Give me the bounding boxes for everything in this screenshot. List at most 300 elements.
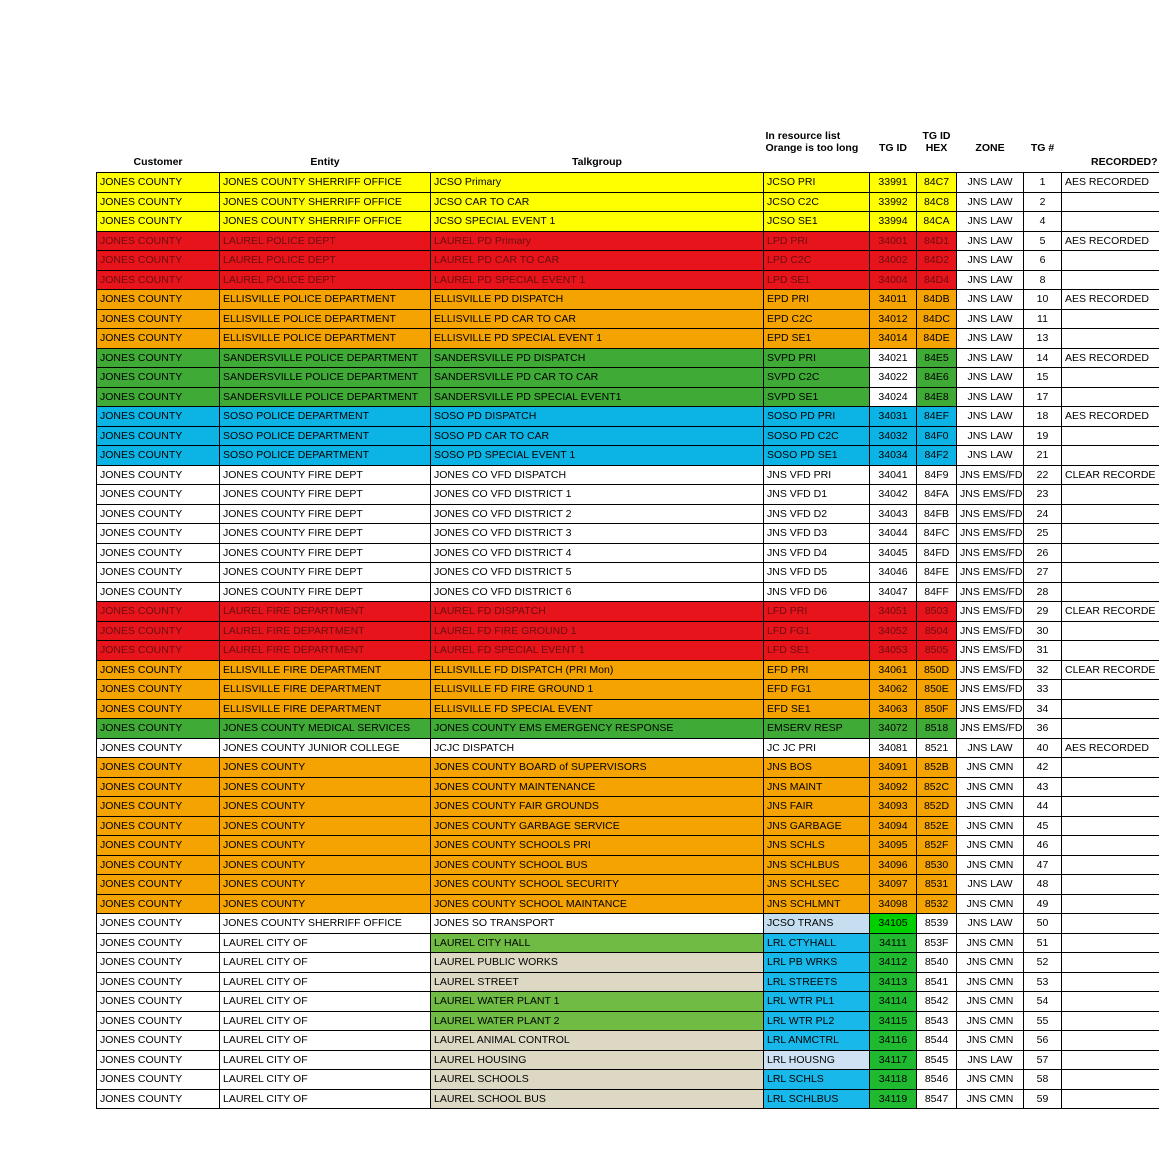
cell-resource-name: JNS SCHLBUS xyxy=(764,855,870,875)
table-row xyxy=(97,914,1159,934)
cell-zone: JNS CMN xyxy=(957,836,1024,856)
cell-zone: JNS EMS/FD xyxy=(957,641,1024,661)
cell-tg-id-hex: 84F2 xyxy=(917,446,957,466)
cell-tg-id: 34052 xyxy=(870,621,917,641)
cell-tg-id-hex: 8542 xyxy=(917,992,957,1012)
cell-tg-number: 48 xyxy=(1024,875,1062,895)
cell-resource-name: LRL PB WRKS xyxy=(764,953,870,973)
table-row xyxy=(97,738,1159,758)
spacer-cell-4 xyxy=(1062,110,1159,155)
cell-recorded xyxy=(1062,309,1159,329)
cell-tg-number: 24 xyxy=(1024,504,1062,524)
cell-tg-id: 33992 xyxy=(870,192,917,212)
cell-tg-id: 33994 xyxy=(870,212,917,232)
table-row xyxy=(97,992,1159,1012)
cell-tg-number: 28 xyxy=(1024,582,1062,602)
cell-tg-id: 34118 xyxy=(870,1070,917,1090)
header-entity: Entity xyxy=(310,156,340,168)
cell-tg-id: 34081 xyxy=(870,738,917,758)
table-row xyxy=(97,621,1159,641)
cell-tg-id-hex: 850D xyxy=(917,660,957,680)
cell-talkgroup: ELLISVILLE FD FIRE GROUND 1 xyxy=(431,680,764,700)
cell-entity: JONES COUNTY xyxy=(220,797,431,817)
cell-entity: JONES COUNTY FIRE DEPT xyxy=(220,524,431,544)
cell-recorded xyxy=(1062,212,1159,232)
cell-zone: JNS EMS/FD xyxy=(957,621,1024,641)
cell-entity: LAUREL CITY OF xyxy=(220,953,431,973)
cell-tg-id: 34113 xyxy=(870,972,917,992)
cell-tg-id-hex: 8504 xyxy=(917,621,957,641)
cell-customer: JONES COUNTY xyxy=(97,816,220,836)
cell-tg-id-hex: 84EF xyxy=(917,407,957,427)
cell-talkgroup: JCJC DISPATCH xyxy=(431,738,764,758)
cell-zone: JNS LAW xyxy=(957,426,1024,446)
cell-tg-id-hex: 84FE xyxy=(917,563,957,583)
cell-zone: JNS LAW xyxy=(957,348,1024,368)
cell-tg-id-hex: 84C7 xyxy=(917,173,957,193)
cell-tg-id-hex: 8521 xyxy=(917,738,957,758)
cell-talkgroup: LAUREL ANIMAL CONTROL xyxy=(431,1031,764,1051)
cell-resource-name: LRL CTYHALL xyxy=(764,933,870,953)
cell-customer: JONES COUNTY xyxy=(97,719,220,739)
cell-tg-number: 23 xyxy=(1024,485,1062,505)
cell-entity: JONES COUNTY JUNIOR COLLEGE xyxy=(220,738,431,758)
cell-customer: JONES COUNTY xyxy=(97,543,220,563)
cell-tg-number: 31 xyxy=(1024,641,1062,661)
cell-zone: JNS CMN xyxy=(957,953,1024,973)
cell-entity: SANDERSVILLE POLICE DEPARTMENT xyxy=(220,348,431,368)
cell-resource-name: LRL WTR PL2 xyxy=(764,1011,870,1031)
cell-customer: JONES COUNTY xyxy=(97,348,220,368)
cell-talkgroup: LAUREL SCHOOL BUS xyxy=(431,1089,764,1109)
cell-zone: JNS EMS/FD xyxy=(957,719,1024,739)
cell-tg-id-hex: 84CA xyxy=(917,212,957,232)
cell-talkgroup: ELLISVILLE PD DISPATCH xyxy=(431,290,764,310)
cell-tg-id-hex: 8503 xyxy=(917,602,957,622)
cell-resource-name: JNS SCHLS xyxy=(764,836,870,856)
cell-recorded xyxy=(1062,543,1159,563)
cell-customer: JONES COUNTY xyxy=(97,290,220,310)
table-row xyxy=(97,173,1159,193)
cell-recorded xyxy=(1062,387,1159,407)
cell-talkgroup: LAUREL PUBLIC WORKS xyxy=(431,953,764,973)
cell-tg-number: 51 xyxy=(1024,933,1062,953)
cell-recorded xyxy=(1062,875,1159,895)
cell-tg-number: 6 xyxy=(1024,251,1062,271)
table-row xyxy=(97,582,1159,602)
cell-entity: JONES COUNTY FIRE DEPT xyxy=(220,563,431,583)
cell-resource-name: JNS VFD D6 xyxy=(764,582,870,602)
cell-entity: LAUREL CITY OF xyxy=(220,1050,431,1070)
cell-customer: JONES COUNTY xyxy=(97,1070,220,1090)
cell-tg-id: 34112 xyxy=(870,953,917,973)
cell-recorded xyxy=(1062,719,1159,739)
cell-recorded xyxy=(1062,953,1159,973)
table-row xyxy=(97,797,1159,817)
cell-zone: JNS CMN xyxy=(957,933,1024,953)
cell-customer: JONES COUNTY xyxy=(97,1050,220,1070)
cell-recorded xyxy=(1062,1070,1159,1090)
table-row xyxy=(97,1031,1159,1051)
cell-tg-id-hex: 8543 xyxy=(917,1011,957,1031)
cell-entity: JONES COUNTY xyxy=(220,855,431,875)
talkgroup-table xyxy=(96,110,1159,1109)
cell-customer: JONES COUNTY xyxy=(97,368,220,388)
cell-talkgroup: LAUREL SCHOOLS xyxy=(431,1070,764,1090)
cell-resource-name: JCSO SE1 xyxy=(764,212,870,232)
cell-entity: JONES COUNTY xyxy=(220,777,431,797)
cell-recorded xyxy=(1062,816,1159,836)
cell-tg-number: 45 xyxy=(1024,816,1062,836)
cell-resource-name: SVPD C2C xyxy=(764,368,870,388)
cell-recorded xyxy=(1062,855,1159,875)
cell-tg-number: 30 xyxy=(1024,621,1062,641)
cell-recorded xyxy=(1062,972,1159,992)
cell-customer: JONES COUNTY xyxy=(97,758,220,778)
cell-talkgroup: LAUREL CITY HALL xyxy=(431,933,764,953)
cell-recorded xyxy=(1062,426,1159,446)
cell-entity: ELLISVILLE FIRE DEPARTMENT xyxy=(220,699,431,719)
cell-tg-number: 55 xyxy=(1024,1011,1062,1031)
cell-tg-id-hex: 852D xyxy=(917,797,957,817)
cell-tg-id: 34062 xyxy=(870,680,917,700)
cell-recorded xyxy=(1062,1011,1159,1031)
cell-recorded xyxy=(1062,621,1159,641)
cell-recorded xyxy=(1062,699,1159,719)
cell-recorded: AES RECORDED xyxy=(1062,738,1159,758)
cell-tg-id: 34061 xyxy=(870,660,917,680)
table-row xyxy=(97,855,1159,875)
cell-entity: LAUREL CITY OF xyxy=(220,1089,431,1109)
cell-talkgroup: LAUREL WATER PLANT 1 xyxy=(431,992,764,1012)
table-row xyxy=(97,641,1159,661)
table-row xyxy=(97,329,1159,349)
cell-zone: JNS EMS/FD xyxy=(957,543,1024,563)
cell-tg-id-hex: 84F0 xyxy=(917,426,957,446)
cell-zone: JNS CMN xyxy=(957,992,1024,1012)
cell-recorded xyxy=(1062,446,1159,466)
table-header xyxy=(97,110,1159,173)
header-tg-id-hex-line1: TG ID xyxy=(922,129,951,142)
cell-talkgroup: LAUREL PD CAR TO CAR xyxy=(431,251,764,271)
table-row xyxy=(97,1011,1159,1031)
cell-talkgroup: ELLISVILLE FD DISPATCH (PRI Mon) xyxy=(431,660,764,680)
cell-resource-name: LRL SCHLS xyxy=(764,1070,870,1090)
cell-customer: JONES COUNTY xyxy=(97,699,220,719)
cell-tg-id: 34092 xyxy=(870,777,917,797)
cell-zone: JNS LAW xyxy=(957,875,1024,895)
table-row xyxy=(97,348,1159,368)
cell-tg-id-hex: 84FA xyxy=(917,485,957,505)
cell-tg-number: 47 xyxy=(1024,855,1062,875)
cell-recorded xyxy=(1062,680,1159,700)
table-row xyxy=(97,309,1159,329)
cell-tg-id-hex: 8531 xyxy=(917,875,957,895)
cell-tg-number: 43 xyxy=(1024,777,1062,797)
cell-entity: LAUREL CITY OF xyxy=(220,1070,431,1090)
cell-zone: JNS LAW xyxy=(957,290,1024,310)
cell-tg-id-hex: 850F xyxy=(917,699,957,719)
cell-tg-id: 34044 xyxy=(870,524,917,544)
cell-tg-id: 34004 xyxy=(870,270,917,290)
cell-tg-number: 56 xyxy=(1024,1031,1062,1051)
cell-zone: JNS EMS/FD xyxy=(957,680,1024,700)
cell-zone: JNS EMS/FD xyxy=(957,504,1024,524)
cell-talkgroup: ELLISVILLE PD CAR TO CAR xyxy=(431,309,764,329)
cell-entity: LAUREL CITY OF xyxy=(220,972,431,992)
cell-zone: JNS EMS/FD xyxy=(957,563,1024,583)
cell-resource-name: LFD SE1 xyxy=(764,641,870,661)
cell-recorded xyxy=(1062,524,1159,544)
cell-zone: JNS LAW xyxy=(957,192,1024,212)
cell-entity: SANDERSVILLE POLICE DEPARTMENT xyxy=(220,368,431,388)
cell-zone: JNS EMS/FD xyxy=(957,660,1024,680)
cell-recorded xyxy=(1062,933,1159,953)
cell-entity: JONES COUNTY FIRE DEPT xyxy=(220,582,431,602)
cell-tg-id: 34032 xyxy=(870,426,917,446)
cell-tg-id-hex: 852F xyxy=(917,836,957,856)
cell-recorded: CLEAR RECORDE xyxy=(1062,660,1159,680)
cell-customer: JONES COUNTY xyxy=(97,797,220,817)
header-tg-id: TG ID xyxy=(879,141,907,154)
cell-zone: JNS LAW xyxy=(957,738,1024,758)
cell-tg-id: 34115 xyxy=(870,1011,917,1031)
cell-recorded: CLEAR RECORDE xyxy=(1062,602,1159,622)
cell-resource-name: JCSO TRANS xyxy=(764,914,870,934)
table-row xyxy=(97,660,1159,680)
cell-talkgroup: JONES CO VFD DISTRICT 4 xyxy=(431,543,764,563)
cell-resource-name: JNS VFD D3 xyxy=(764,524,870,544)
cell-resource-name: EPD SE1 xyxy=(764,329,870,349)
cell-customer: JONES COUNTY xyxy=(97,270,220,290)
cell-customer: JONES COUNTY xyxy=(97,836,220,856)
cell-zone: JNS LAW xyxy=(957,270,1024,290)
cell-recorded: AES RECORDED xyxy=(1062,173,1159,193)
cell-recorded xyxy=(1062,504,1159,524)
cell-customer: JONES COUNTY xyxy=(97,465,220,485)
cell-entity: LAUREL CITY OF xyxy=(220,1011,431,1031)
cell-tg-id-hex: 8546 xyxy=(917,1070,957,1090)
cell-entity: LAUREL POLICE DEPT xyxy=(220,251,431,271)
cell-resource-name: SOSO PD C2C xyxy=(764,426,870,446)
table-row xyxy=(97,407,1159,427)
table-row xyxy=(97,1050,1159,1070)
cell-recorded xyxy=(1062,368,1159,388)
cell-resource-name: SVPD SE1 xyxy=(764,387,870,407)
cell-tg-id: 34021 xyxy=(870,348,917,368)
cell-customer: JONES COUNTY xyxy=(97,777,220,797)
resource-list-note-line1: In resource list xyxy=(765,129,841,142)
cell-entity: JONES COUNTY FIRE DEPT xyxy=(220,504,431,524)
cell-tg-number: 22 xyxy=(1024,465,1062,485)
cell-tg-id-hex: 84FB xyxy=(917,504,957,524)
cell-recorded xyxy=(1062,836,1159,856)
cell-recorded xyxy=(1062,797,1159,817)
cell-tg-number: 58 xyxy=(1024,1070,1062,1090)
cell-recorded xyxy=(1062,582,1159,602)
cell-tg-id: 34047 xyxy=(870,582,917,602)
cell-customer: JONES COUNTY xyxy=(97,992,220,1012)
table-row xyxy=(97,543,1159,563)
cell-zone: JNS CMN xyxy=(957,855,1024,875)
cell-tg-id: 34095 xyxy=(870,836,917,856)
header-tgnum-blank xyxy=(1024,155,1062,173)
cell-resource-name: EFD SE1 xyxy=(764,699,870,719)
table-row xyxy=(97,777,1159,797)
cell-zone: JNS CMN xyxy=(957,972,1024,992)
cell-tg-id-hex: 853F xyxy=(917,933,957,953)
cell-talkgroup: LAUREL HOUSING xyxy=(431,1050,764,1070)
cell-tg-id: 34012 xyxy=(870,309,917,329)
cell-recorded xyxy=(1062,192,1159,212)
cell-entity: LAUREL FIRE DEPARTMENT xyxy=(220,641,431,661)
cell-resource-name: JNS SCHLMNT xyxy=(764,894,870,914)
header-zone: ZONE xyxy=(975,141,1005,154)
cell-tg-id: 34097 xyxy=(870,875,917,895)
cell-customer: JONES COUNTY xyxy=(97,641,220,661)
cell-talkgroup: JONES COUNTY GARBAGE SERVICE xyxy=(431,816,764,836)
spacer-cell-3 xyxy=(431,110,764,155)
table-row xyxy=(97,563,1159,583)
cell-tg-id: 34091 xyxy=(870,758,917,778)
cell-talkgroup: JONES CO VFD DISTRICT 5 xyxy=(431,563,764,583)
cell-resource-name: LPD SE1 xyxy=(764,270,870,290)
cell-recorded xyxy=(1062,251,1159,271)
cell-zone: JNS EMS/FD xyxy=(957,465,1024,485)
cell-customer: JONES COUNTY xyxy=(97,914,220,934)
spacer-cell-1 xyxy=(97,110,220,155)
cell-entity: ELLISVILLE POLICE DEPARTMENT xyxy=(220,309,431,329)
cell-customer: JONES COUNTY xyxy=(97,582,220,602)
cell-customer: JONES COUNTY xyxy=(97,1089,220,1109)
cell-zone: JNS EMS/FD xyxy=(957,602,1024,622)
cell-tg-id: 34014 xyxy=(870,329,917,349)
cell-tg-number: 27 xyxy=(1024,563,1062,583)
cell-tg-number: 42 xyxy=(1024,758,1062,778)
cell-talkgroup: JONES CO VFD DISPATCH xyxy=(431,465,764,485)
table-body xyxy=(97,173,1159,1109)
cell-zone: JNS CMN xyxy=(957,1089,1024,1109)
cell-talkgroup: LAUREL PD Primary xyxy=(431,231,764,251)
cell-talkgroup: JCSO CAR TO CAR xyxy=(431,192,764,212)
cell-zone: JNS LAW xyxy=(957,407,1024,427)
cell-zone: JNS EMS/FD xyxy=(957,524,1024,544)
cell-customer: JONES COUNTY xyxy=(97,1031,220,1051)
cell-tg-number: 14 xyxy=(1024,348,1062,368)
cell-tg-id: 34024 xyxy=(870,387,917,407)
table-row xyxy=(97,524,1159,544)
cell-tg-id-hex: 84FC xyxy=(917,524,957,544)
cell-customer: JONES COUNTY xyxy=(97,524,220,544)
cell-tg-id-hex: 84D1 xyxy=(917,231,957,251)
cell-tg-id-hex: 8539 xyxy=(917,914,957,934)
cell-talkgroup: LAUREL STREET xyxy=(431,972,764,992)
cell-entity: JONES COUNTY SHERRIFF OFFICE xyxy=(220,173,431,193)
cell-tg-number: 8 xyxy=(1024,270,1062,290)
cell-tg-id: 34111 xyxy=(870,933,917,953)
cell-tg-number: 18 xyxy=(1024,407,1062,427)
cell-customer: JONES COUNTY xyxy=(97,933,220,953)
cell-tg-number: 26 xyxy=(1024,543,1062,563)
cell-recorded xyxy=(1062,758,1159,778)
cell-talkgroup: SANDERSVILLE PD SPECIAL EVENT1 xyxy=(431,387,764,407)
cell-tg-id: 34031 xyxy=(870,407,917,427)
cell-recorded: AES RECORDED xyxy=(1062,231,1159,251)
cell-talkgroup: JONES COUNTY FAIR GROUNDS xyxy=(431,797,764,817)
cell-entity: JONES COUNTY xyxy=(220,894,431,914)
cell-zone: JNS LAW xyxy=(957,309,1024,329)
cell-tg-id-hex: 84E5 xyxy=(917,348,957,368)
cell-talkgroup: LAUREL WATER PLANT 2 xyxy=(431,1011,764,1031)
cell-tg-id: 34094 xyxy=(870,816,917,836)
table-row xyxy=(97,602,1159,622)
table-row xyxy=(97,251,1159,271)
cell-resource-name: SVPD PRI xyxy=(764,348,870,368)
cell-entity: LAUREL POLICE DEPT xyxy=(220,270,431,290)
cell-customer: JONES COUNTY xyxy=(97,231,220,251)
cell-recorded: AES RECORDED xyxy=(1062,348,1159,368)
cell-entity: LAUREL POLICE DEPT xyxy=(220,231,431,251)
cell-tg-id: 34096 xyxy=(870,855,917,875)
cell-resource-name: JNS VFD D2 xyxy=(764,504,870,524)
cell-resource-name: JNS VFD D1 xyxy=(764,485,870,505)
cell-talkgroup: SOSO PD SPECIAL EVENT 1 xyxy=(431,446,764,466)
cell-tg-id: 34072 xyxy=(870,719,917,739)
cell-zone: JNS CMN xyxy=(957,816,1024,836)
header-zone-blank xyxy=(957,155,1024,173)
cell-customer: JONES COUNTY xyxy=(97,485,220,505)
cell-talkgroup: LAUREL PD SPECIAL EVENT 1 xyxy=(431,270,764,290)
cell-talkgroup: LAUREL FD FIRE GROUND 1 xyxy=(431,621,764,641)
header-tg-id-hex-line2: HEX xyxy=(925,141,948,154)
cell-talkgroup: JONES CO VFD DISTRICT 1 xyxy=(431,485,764,505)
table-row xyxy=(97,758,1159,778)
cell-entity: JONES COUNTY xyxy=(220,875,431,895)
cell-entity: SOSO POLICE DEPARTMENT xyxy=(220,426,431,446)
header-label-row xyxy=(97,155,1159,173)
table-row xyxy=(97,1070,1159,1090)
cell-talkgroup: ELLISVILLE PD SPECIAL EVENT 1 xyxy=(431,329,764,349)
cell-resource-name: JNS VFD PRI xyxy=(764,465,870,485)
cell-tg-number: 52 xyxy=(1024,953,1062,973)
cell-talkgroup: JONES COUNTY SCHOOL MAINTANCE xyxy=(431,894,764,914)
cell-tg-id: 34116 xyxy=(870,1031,917,1051)
cell-tg-number: 53 xyxy=(1024,972,1062,992)
cell-zone: JNS LAW xyxy=(957,1050,1024,1070)
resource-list-note xyxy=(764,110,870,155)
cell-customer: JONES COUNTY xyxy=(97,953,220,973)
cell-tg-id: 34098 xyxy=(870,894,917,914)
cell-entity: ELLISVILLE POLICE DEPARTMENT xyxy=(220,290,431,310)
header-tgid-blank xyxy=(870,155,917,173)
spacer-cell-2 xyxy=(220,110,431,155)
cell-recorded: CLEAR RECORDE xyxy=(1062,465,1159,485)
cell-tg-id-hex: 852E xyxy=(917,816,957,836)
cell-tg-number: 19 xyxy=(1024,426,1062,446)
cell-zone: JNS CMN xyxy=(957,797,1024,817)
cell-customer: JONES COUNTY xyxy=(97,212,220,232)
cell-talkgroup: JONES COUNTY EMS EMERGENCY RESPONSE xyxy=(431,719,764,739)
cell-talkgroup: SOSO PD CAR TO CAR xyxy=(431,426,764,446)
cell-recorded xyxy=(1062,563,1159,583)
cell-zone: JNS LAW xyxy=(957,212,1024,232)
cell-talkgroup: ELLISVILLE FD SPECIAL EVENT xyxy=(431,699,764,719)
cell-customer: JONES COUNTY xyxy=(97,602,220,622)
cell-talkgroup: LAUREL FD DISPATCH xyxy=(431,602,764,622)
table-row xyxy=(97,368,1159,388)
cell-tg-id-hex: 84DE xyxy=(917,329,957,349)
cell-tg-id-hex: 8532 xyxy=(917,894,957,914)
